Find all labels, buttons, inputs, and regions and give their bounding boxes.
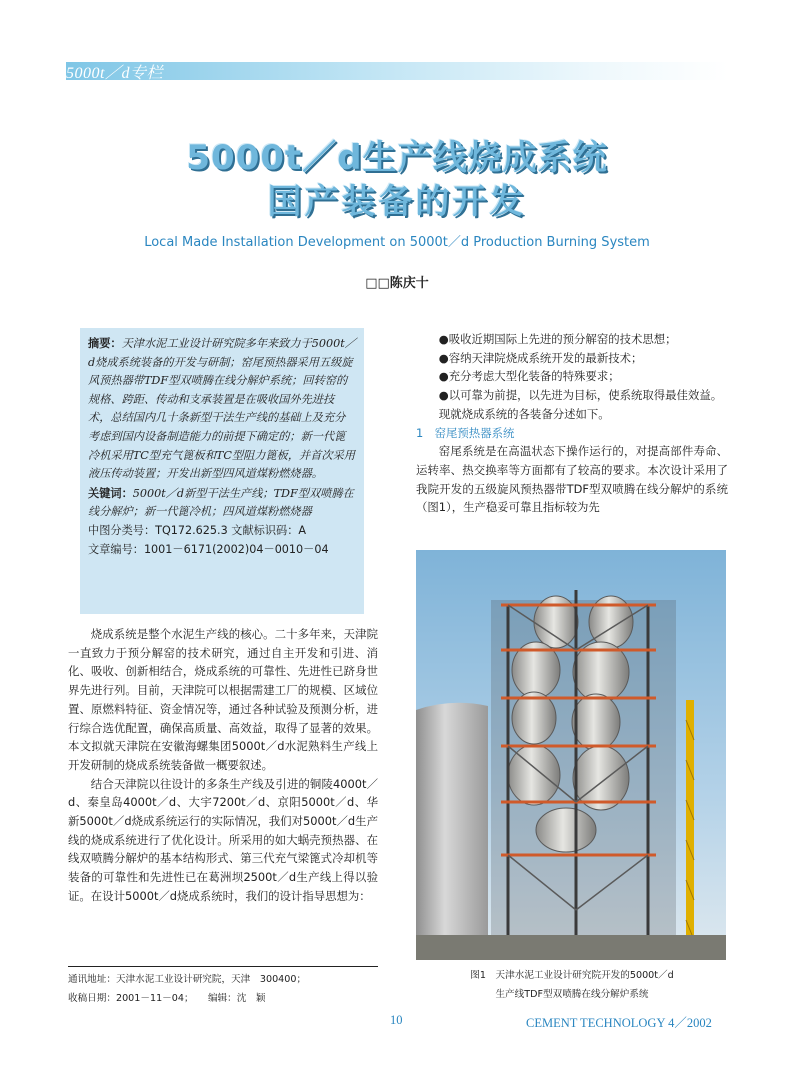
english-title: Local Made Installation Development on 5000t／d Production Burning System — [144, 235, 650, 250]
page-number: 10 — [390, 1013, 403, 1027]
keywords-label: 关键词： — [88, 485, 133, 500]
intro-paragraph: 现就烧成系统的各装备分述如下。 — [438, 406, 610, 421]
section-heading: 1 窑尾预热器系统 — [416, 425, 515, 440]
abstract-label: 摘要： — [88, 336, 122, 350]
abstract-text: 天津水泥工业设计研究院多年来致力于5000t／d烧成系统装备的开发与研制；窑尾预热器采用五级旋风预热器带TDF型双喷腾在线分解炉系统；回转窑的规格、跨距、传动和支承装置是在吸收国外先进技术，总结国内几十条新型干法生产线的基础上及充分考虑到国内设备制造能力的前提下确定的；新一代篦冷机采用TC型充气篦板和TC型阻力篦板，并首次采用液压传动装置；开发出新型四风道煤粉燃烧器。 — [88, 337, 356, 481]
preheater-tower-photo — [416, 550, 726, 960]
article-number: 文章编号：1001－6171(2002)04－0010－04 — [88, 542, 329, 556]
header-band — [66, 62, 728, 80]
left-column — [68, 625, 378, 906]
journal-footer: CEMENT TECHNOLOGY 4／2002 — [526, 1016, 712, 1030]
footnote-divider — [68, 966, 378, 967]
bullet-item: ●容纳天津院烧成系统开发的最新技术； — [438, 350, 643, 365]
bullet-item: ●以可靠为前提，以先进为目标，使系统取得最佳效益。 — [438, 388, 723, 403]
figure-caption-line-2: 生产线TDF型双喷腾在线分解炉系统 — [495, 989, 649, 1000]
classification-number: 中图分类号：TQ172.625.3 文献标识码：A — [88, 523, 307, 537]
author-line: □□陈庆十 — [365, 276, 429, 291]
bullet-item: ●吸收近期国际上先进的预分解窑的技术思想； — [438, 332, 677, 346]
keywords-text: 5000t／d新型干法生产线；TDF型双喷腾在线分解炉；新一代篦冷机；四风道煤粉燃烧器 — [88, 486, 354, 519]
bullet-item: ●充分考虑大型化装备的特殊要求； — [438, 369, 620, 384]
right-column — [416, 330, 728, 517]
footnote-received: 收稿日期：2001－11－04； 编辑：沈 颖 — [68, 993, 266, 1004]
section-paragraph: 窑尾系统是在高温状态下操作运行的，对提高部件寿命、运转率、热交换率等方面都有了较高的要求。本次设计采用了我院开发的五级旋风预热器带TDF型双喷腾在线分解炉的系统（图1），生产稳妥可靠且指标较为先 — [416, 444, 728, 515]
figure-caption-line-1: 图1 天津水泥工业设计研究院开发的5000t／d — [470, 970, 674, 981]
title-line-1: 5000t／d生产线烧成系统 — [186, 138, 608, 178]
abstract-paragraph — [88, 334, 356, 484]
title-line-2: 国产装备的开发 — [267, 182, 527, 222]
abstract-box — [80, 328, 364, 614]
body-paragraph-2: 结合天津院以往设计的多条生产线及引进的铜陵4000t／d、秦皇岛4000t／d、大宇7200t／d、京阳5000t／d、华新5000t／d烧成系统运行的实际情况，我们对5000t／d生产线的烧成系统进行了优化设计。所采用的如大蜗壳预热器、在线双喷腾分解炉的基本结构形式、第三代充气梁篦式冷却机等装备的可靠性和先进性已在葛洲坝2500t／d生产线上得以验证。在设计5000t／d烧成系统时，我们的设计指导思想为： — [68, 776, 378, 903]
column-label: 5000t／d专栏 — [66, 65, 163, 82]
body-paragraph-1: 烧成系统是整个水泥生产线的核心。二十多年来，天津院一直致力于预分解窑的技术研究，通过自主开发和引进、消化、吸收、创新相结合，烧成系统的可靠性、先进性已跻身世界先进行列。目前，天津院可以根据需建工厂的规模、区域位置、原燃料特征、资金情况等，通过各种试验及预测分析，进行综合选优配置，确保高质量、高效益，取得了显著的效果。本文拟就天津院在安徽海螺集团5000t／d水泥熟料生产线上开发研制的烧成系统装备做一概要叙述。 — [68, 627, 378, 772]
footnote-address: 通讯地址：天津水泥工业设计研究院，天津 300400； — [68, 974, 307, 985]
keywords-paragraph — [88, 484, 356, 522]
